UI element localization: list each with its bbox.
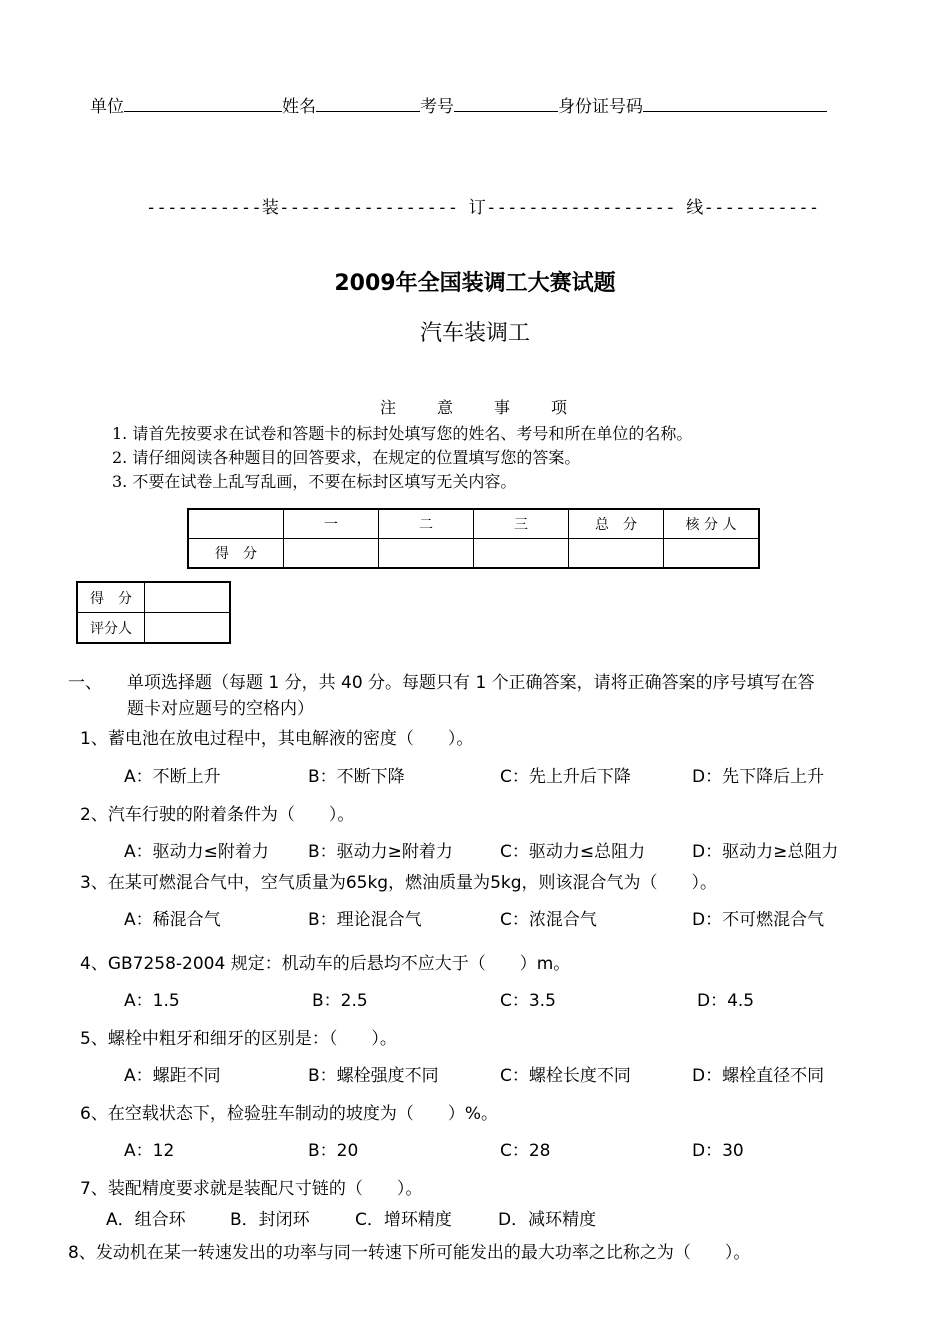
grader-score-label: 得 分 [77,582,145,613]
option-b: B：2.5 [312,991,368,1011]
score-cell[interactable] [569,539,664,569]
option-b: B．封闭环 [230,1210,310,1230]
question: 8、发动机在某一转速发出的功率与同一转速下所可能发出的最大功率之比称之为（ ）。 [68,1243,751,1263]
option-a: A：螺距不同 [124,1066,221,1086]
name-field[interactable] [316,95,420,112]
option-b: B：20 [308,1141,359,1161]
option-d: D：驱动力≥总阻力 [692,842,839,862]
score-cell[interactable] [664,539,760,569]
score-table-header: 一 [284,509,379,539]
option-a: A：不断上升 [124,767,221,787]
unit-label: 单位 [90,97,124,117]
notice-title-char: 事 [494,398,511,417]
score-row-label: 得 分 [188,539,284,569]
name-label: 姓名 [282,97,316,117]
option-b: B：螺栓强度不同 [308,1066,439,1086]
grader-table-row [77,582,230,613]
section-text-continued: 题卡对应题号的空格内） [127,699,314,719]
option-a: A：稀混合气 [124,910,221,930]
option-c: C：驱动力≤总阻力 [500,842,646,862]
exam-no-field[interactable] [454,95,558,112]
question: 2、汽车行驶的附着条件为（ ）。 [80,805,355,825]
option-d: D：30 [692,1141,744,1161]
option-c: C：先上升后下降 [500,767,631,787]
score-table-header: 总 分 [569,509,664,539]
id-field[interactable] [643,95,827,112]
option-d: D．减环精度 [498,1210,597,1230]
score-table-header-row [188,509,759,539]
grader-table [76,581,231,644]
option-a: A：驱动力≤附着力 [124,842,269,862]
option-d: D：4.5 [697,991,755,1011]
notice-title-char: 意 [437,398,454,417]
notice-title [380,395,608,418]
grader-table-row [77,613,230,644]
unit-field[interactable] [124,95,282,112]
question: 1、蓄电池在放电过程中，其电解液的密度（ ）。 [80,729,474,749]
score-cell[interactable] [474,539,569,569]
option-d: D：不可燃混合气 [692,910,825,930]
notice-item: 2. 请仔细阅读各种题目的回答要求，在规定的位置填写您的答案。 [112,448,581,467]
score-cell[interactable] [379,539,474,569]
page-title: 2009年全国装调工大赛试题 [334,271,616,296]
section-heading [68,668,815,693]
question: 3、在某可燃混合气中，空气质量为65kg，燃油质量为5kg，则该混合气为（ ）。 [80,873,718,893]
option-c: C：浓混合气 [500,910,597,930]
grader-name-cell[interactable] [145,613,231,644]
option-a: A：1.5 [124,991,180,1011]
score-table-header: 三 [474,509,569,539]
question: 5、螺栓中粗牙和细牙的区别是：（ ）。 [80,1029,397,1049]
binding-line: -----------装----------------- 订------------------ 线----------- [146,198,820,218]
option-a: A：12 [124,1141,175,1161]
exam-no-label: 考号 [420,97,454,117]
option-c: C：螺栓长度不同 [500,1066,631,1086]
score-table-header: 二 [379,509,474,539]
notice-title-char: 注 [380,398,397,417]
id-label: 身份证号码 [558,97,643,117]
notice-item: 3. 不要在试卷上乱写乱画，不要在标封区填写无关内容。 [112,472,517,491]
score-table-header: 核 分 人 [664,509,760,539]
option-d: D：先下降后上升 [692,767,825,787]
score-table [187,508,760,569]
section-number: 一、 [68,673,102,693]
option-c: C：3.5 [500,991,556,1011]
question: 7、装配精度要求就是装配尺寸链的（ ）。 [80,1179,423,1199]
option-b: B：不断下降 [308,767,405,787]
score-table-header [188,509,284,539]
option-b: B：理论混合气 [308,910,422,930]
grader-name-label: 评分人 [77,613,145,644]
page-subtitle: 汽车装调工 [419,321,530,346]
option-a: A．组合环 [106,1210,186,1230]
notice-title-char: 项 [551,398,568,417]
option-b: B：驱动力≥附着力 [308,842,453,862]
grader-score-cell[interactable] [145,582,231,613]
candidate-info-line [90,92,827,117]
score-cell[interactable] [284,539,379,569]
question: 6、在空载状态下，检验驻车制动的坡度为（ ）%。 [80,1104,498,1124]
score-table-row [188,539,759,569]
notice-item: 1. 请首先按要求在试卷和答题卡的标封处填写您的姓名、考号和所在单位的名称。 [112,424,693,443]
option-c: C．增环精度 [355,1210,452,1230]
question: 4、GB7258-2004 规定：机动车的后悬均不应大于（ ）m。 [80,954,571,974]
option-c: C：28 [500,1141,551,1161]
section-text: 单项选择题（每题 1 分，共 40 分。每题只有 1 个正确答案，请将正确答案的序号填写在答 [127,673,815,693]
option-d: D：螺栓直径不同 [692,1066,825,1086]
